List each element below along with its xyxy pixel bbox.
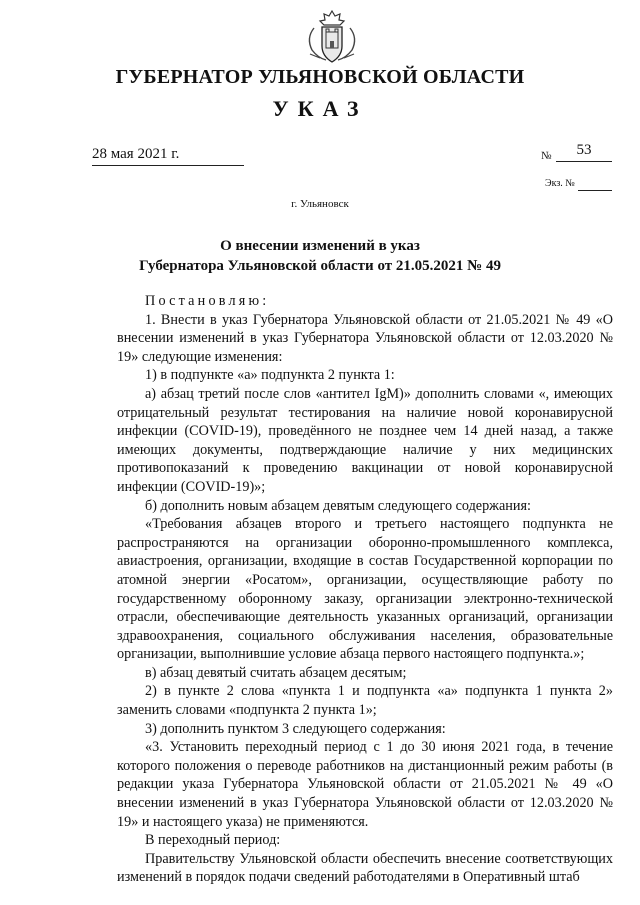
number-label: № [541,150,552,162]
paragraph-2: 1) в подпункте «а» подпункта 2 пункта 1: [145,367,395,384]
document-title [0,236,640,276]
document-body [117,292,613,887]
city-label: г. Ульяновск [291,198,349,210]
paragraph-6: в) абзац девятый считать абзацем десятым; [145,664,407,681]
paragraph-3: а) абзац третий после слов «антител IgM)» дополнить словами «, имеющих отрицательный результат тестирования на наличие новой коронавирусной инфекции (COVID-19), проведённого не позднее чем 14 дней назад, а также имеющих документы, подтверждающие наличие у них медицинских противопоказаний к проведению вакцинации от новой коронавирусной инфекции (COVID-19)»; [117,385,613,495]
coat-of-arms-icon [304,8,360,66]
paragraph-5: «Требования абзацев второго и третьего настоящего подпункта не распространяются на организации оборонно-промышленного комплекса, авиастроения, организации, входящие в состав Государственной корпорации по атомной энергии «Росатом», организации, осуществляющие работу по государственному оборонному заказу, организации электронно-технической отрасли, обеспечивающие деятельность указанных организаций, организации здравоохранения, социального обслуживания населения, образовательные организации, выполнившие условие абзаца первого настоящего подпункта.»; [117,516,613,663]
paragraph-10: В переходный период: [145,832,281,849]
copy-number-line [578,190,612,191]
paragraph-11: Правительству Ульяновской области обеспечить внесение соответствующих изменений в порядок подачи сведений работодателями в Оперативный штаб [117,850,613,886]
title-line-2: Губернатора Ульяновской области от 21.05.2021 № 49 [139,258,501,274]
copy-number-label: Экз. № [545,178,575,189]
paragraph-resolve: Постановляю: [145,293,270,309]
document-type-heading: УКАЗ [272,96,368,121]
paragraph-4: б) дополнить новым абзацем девятым следующего содержания: [145,497,531,514]
paragraph-8: 3) дополнить пунктом 3 следующего содержания: [145,720,446,737]
paragraph-9: «3. Установить переходный период с 1 до 30 июня 2021 года, в течение которого положения о переводе работников на дистанционный режим работы (в редакции указа Губернатора Ульяновской области от 21.05.2021 № 49 «О внесении изменений в указ Губернатора Ульяновской области от 12.03.2020 № 19» и настоящего указа) не применяются. [117,739,613,830]
organization-heading: ГУБЕРНАТОР УЛЬЯНОВСКОЙ ОБЛАСТИ [115,66,525,88]
paragraph-7: 2) в пункте 2 слова «пункта 1 и подпункта «а» подпункта 1 пункта 2» заменить словами «подпункта 2 пункта 1»; [117,683,613,719]
document-number: 53 [556,142,612,162]
document-date: 28 мая 2021 г. [92,146,244,166]
title-line-1: О внесении изменений в указ [220,238,420,254]
paragraph-1: 1. Внести в указ Губернатора Ульяновской области от 21.05.2021 № 49 «О внесении изменений в указ Губернатора Ульяновской области от 12.03.2020 № 19» следующие изменения: [117,311,613,365]
